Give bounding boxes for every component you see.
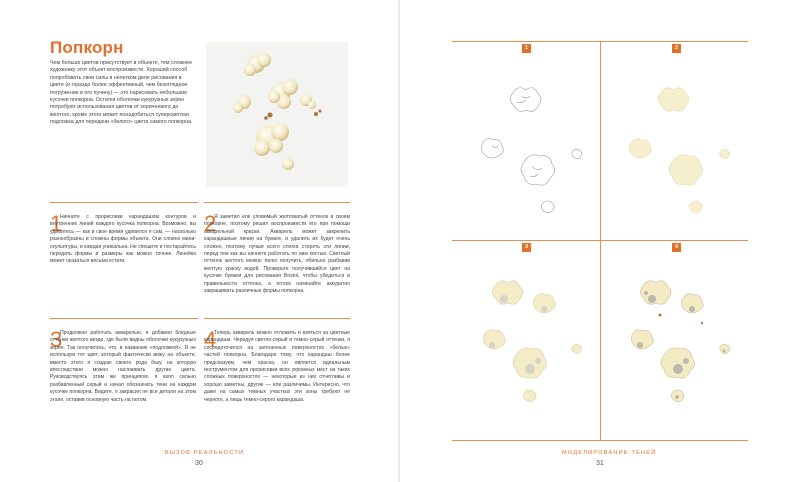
divider [204,202,350,203]
page-title: Попкорн [50,38,124,57]
pencil-sketch-image [454,44,600,238]
intro-text: Чем больше цветов присутствует в объекте, тем сложнее художнику этот объект воспроизвести. Хороший способ попробовать свои силы в нелегком деле рисования в цвете (и гораздо более эффективный, чем безоглядное погружение в его пучину) — это нарисовать небольшие кусочки попкорна. Остатки оболочки кукурузных зерен потребуют использования цветов от коричневого до желтого, кроме этого может понадобиться суперсветлая подложка для передачи «белого» цвета самого попкорна. [50,60,193,126]
divider [50,202,198,203]
panel-badge: 3 [522,243,531,252]
finished-drawing-image [602,243,748,437]
step-number: 4 [204,327,217,352]
step-panel-4 [602,243,748,437]
step-number: 2 [204,211,217,236]
step-text: Теперь акварель можно отложить и взяться за цветные карандаши. Чередуя светло-серый и темно-серый оттенки, я сосредоточился на затененных поверхностях «белых» частей попкорна. Благодаря тому, что карандаш более предсказуем, чем краска, он является идеальным инструментом для прорисовки всех укромных мест на таких сложных поверхностях — некоторые из них отчетливы и хорошо заметны, другие — еле различимы. Интересно, что даже на самых темных участках эти зоны требуют не черного, а лишь темно-серого карандаша. [204,330,350,403]
page-number: 30 [195,460,203,467]
step-text: Начните с прорисовки карандашом контуров и внутренних линий каждого кусочка попкорна. Возможно, вы удивитесь — как в свое время удивился я сам, — насколько разнообразны и сложны формы объекта. Они словно мини-скульптуры, и каждая уникальна. Не спешите и постарайтесь передать формы и размеры как можно точнее. Линейка может оказаться весьма кстати. [50,214,197,265]
right-page [400,0,800,482]
step-panel-1 [454,44,600,238]
step-text: Продолжая работать акварелью, я добавил бледные оттенки желтого везде, где были видны оболочки кукурузных зерен. Так получилось, что, в названию «подложкой». Я не использую тот цвет, который фактически вижу на объекте; вместо этого я создаю своего рода базу, на которую впоследствии можно наслаивать другие цвета. Руководствуясь этим же принципом, я взял сильно разбавленный серый и начал обозначать тени на каждом кусочке попкорна. Видите, я закрасил не все детали на этом этапе, оставив основную часть на потом. [50,330,196,403]
panel-badge: 1 [522,44,531,53]
popcorn-photo [206,42,348,187]
panel-badge: 4 [672,243,681,252]
divider [204,318,350,319]
page-number: 31 [596,460,604,467]
step-text: Я заметил еле уловимый желтоватый оттенок в своем попкорне, поэтому решил воспроизвести его при помощи акварельной краски. Акварель может закрепить карандашные линии на бумаге, и удалить их будет очень сложно, поэтому лучше всего слегка стереть эти линии, перед тем как вы начнете работать по ним кистью. Светлый оттенок желтого можно легко получить, обильно разбавив желтую краску водой. Проверьте получившийся цвет на кусочке бумаги для рисования Bristol, чтобы убедиться в правильности оттенка, а потом начинайте аккуратно закрашивать различные формы попкорна. [204,214,350,295]
step-number: 1 [50,211,63,236]
panel-badge: 2 [672,44,681,53]
step-number: 3 [50,327,63,352]
popcorn-photo-image [206,42,348,187]
shaded-watercolor-image [454,243,600,437]
left-footer: ВЫЗОВ РЕАЛЬНОСТИ [165,450,245,456]
yellow-wash-image [602,44,748,238]
right-footer: МОДЕЛИРОВАНИЕ ТЕНЕЙ [562,450,657,456]
center-rule [600,41,601,441]
step-panel-2 [602,44,748,238]
divider [50,318,198,319]
step-panel-3 [454,243,600,437]
